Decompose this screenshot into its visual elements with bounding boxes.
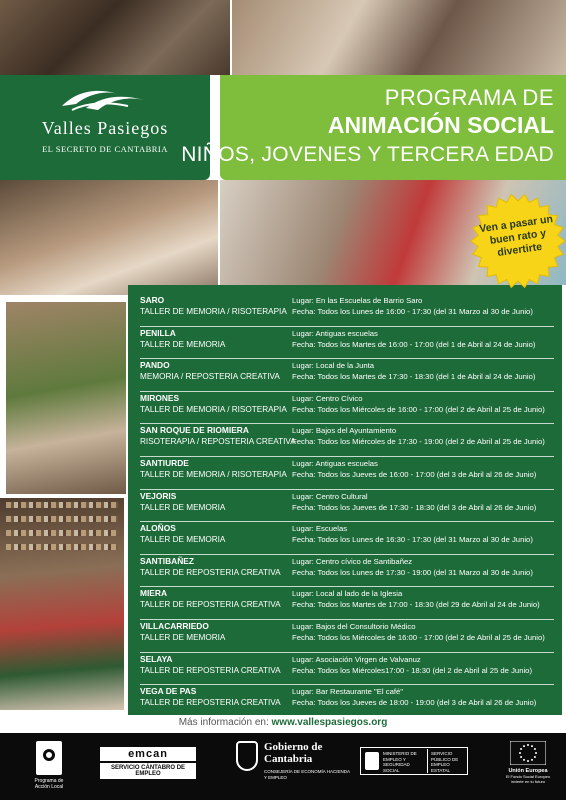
- row-lugar: Lugar: Antiguas escuelas: [292, 459, 378, 468]
- row-fecha: Fecha: Todos los Jueves de 17:30 - 18:30 (del 3 de Abril al 26 de Junio): [292, 502, 537, 512]
- row-activity: TALLER DE MEMORIA / RISOTERAPIA: [140, 404, 287, 414]
- row-fecha: Fecha: Todos los Lunes de 17:30 - 19:00 (del 31 Marzo al 30 de Junio): [292, 567, 533, 577]
- schedule-row: [140, 358, 554, 392]
- eu-star-icon: [535, 752, 537, 754]
- row-workshop: [140, 686, 290, 708]
- row-details: [292, 491, 556, 513]
- row-lugar: Lugar: Centro Cultural: [292, 491, 368, 501]
- coat-of-arms-icon: [236, 741, 258, 771]
- row-place: VEJORIS: [140, 490, 177, 501]
- photo-woman-crafting: [4, 300, 128, 496]
- row-fecha: Fecha: Todos los Martes de 16:00 - 17:00 (del 1 de Abril al 24 de Junio): [292, 339, 536, 349]
- row-details: [292, 588, 556, 610]
- row-lugar: Lugar: Centro Cívico: [292, 393, 363, 403]
- row-place: PANDO: [140, 360, 170, 371]
- photo-workshop-top-left: [0, 0, 230, 75]
- row-place: VILLACARRIEDO: [140, 621, 209, 631]
- emcan-logo: emcan SERVICIO CÁNTABRO DE EMPLEO: [100, 747, 196, 779]
- row-workshop: [140, 621, 290, 643]
- brand-tagline: EL SECRETO DE CANTABRIA: [42, 144, 168, 154]
- row-details: [292, 621, 556, 643]
- row-fecha: Fecha: Todos los Miércoles de 16:00 - 17:00 (del 2 de Abril al 25 de Junio): [292, 633, 545, 642]
- row-fecha: Fecha: Todos los Jueves de 18:00 - 19:00 (del 3 de Abril al 26 de Junio): [292, 698, 537, 708]
- schedule-row: [140, 652, 554, 686]
- row-fecha: Fecha: Todos los Lunes de 16:30 - 17:30 (del 31 Marzo al 30 de Junio): [292, 535, 533, 545]
- row-lugar: Lugar: Centro cívico de Santibañez: [292, 556, 413, 566]
- row-activity: TALLER DE REPOSTERIA CREATIVA: [140, 665, 281, 675]
- row-lugar: Lugar: Local al lado de la Iglesia: [292, 589, 403, 599]
- row-activity: TALLER DE MEMORIA: [140, 535, 226, 545]
- row-activity: TALLER DE MEMORIA: [140, 502, 226, 512]
- eu-star-icon: [527, 744, 529, 746]
- more-info: [0, 717, 566, 728]
- union-europea-logo: Unión Europea El Fondo Social Europeo invierte en tu futuro: [500, 741, 556, 784]
- title-line-2: ANIMACIÓN SOCIAL: [327, 112, 554, 138]
- row-lugar: Lugar: Antiguas escuelas: [292, 328, 378, 338]
- eu-star-icon: [523, 745, 525, 747]
- row-workshop: [140, 360, 290, 382]
- local-action-icon: [36, 741, 62, 775]
- row-activity: TALLER DE MEMORIA / RISOTERAPIA: [140, 307, 287, 316]
- row-fecha: Fecha: Todos los Miércoles17:00 - 18:30 (del 2 de Abril al 25 de Junio): [292, 665, 533, 675]
- row-activity: TALLER DE REPOSTERIA CREATIVA: [140, 600, 281, 610]
- eu-star-icon: [531, 759, 533, 761]
- eu-star-icon: [531, 745, 533, 747]
- row-activity: TALLER DE REPOSTERIA CREATIVA: [140, 567, 281, 577]
- schedule-row: [140, 423, 554, 457]
- row-place: MIERA: [140, 588, 167, 599]
- row-place: SELAYA: [140, 653, 173, 664]
- ministerio-logo: MINISTERIO DE EMPLEO Y SEGURIDAD SOCIAL SERVICIO PÚBLICO DE EMPLEO ESTATAL: [360, 747, 468, 775]
- row-workshop: [140, 458, 290, 480]
- row-workshop: [140, 654, 290, 676]
- schedule-row: [140, 521, 554, 555]
- row-activity: RISOTERAPIA / REPOSTERIA CREATIVA: [140, 437, 296, 447]
- row-place: MIRONES: [140, 392, 180, 403]
- eu-star-icon: [520, 756, 522, 758]
- row-activity: MEMORIA / REPOSTERIA CREATIVA: [140, 372, 280, 382]
- row-workshop: [140, 588, 290, 610]
- row-details: [292, 556, 556, 578]
- row-workshop: [140, 491, 290, 513]
- brand-name: Valles Pasiegos: [41, 118, 169, 138]
- row-details: [292, 654, 556, 676]
- row-workshop: [140, 295, 290, 317]
- valles-pasiegos-logo-icon: [58, 84, 148, 114]
- row-details: [292, 360, 556, 382]
- eu-flag-icon: [510, 741, 546, 765]
- row-details: [292, 523, 556, 545]
- row-place: SANTIURDE: [140, 458, 189, 468]
- row-place: SAN ROQUE DE RIOMIERA: [140, 425, 249, 436]
- row-lugar: Lugar: Escuelas: [292, 524, 348, 534]
- row-lugar: Lugar: Bar Restaurante "El café": [292, 687, 404, 697]
- photo-workshop-top-right: [232, 0, 566, 75]
- row-place: SARO: [140, 295, 165, 305]
- row-workshop: [140, 393, 290, 415]
- eu-star-icon: [534, 748, 536, 750]
- row-details: [292, 458, 556, 480]
- row-lugar: Lugar: Bajos del Consultorio Médico: [292, 622, 416, 631]
- row-workshop: [140, 425, 296, 447]
- local-action-logo: Programa de Acción Local: [30, 741, 68, 790]
- schedule-panel: [128, 285, 562, 715]
- row-details: [292, 328, 556, 350]
- schedule-row: [140, 619, 554, 653]
- badge-text: Ven a pasar un buen rato y divertirte: [478, 213, 554, 259]
- sponsors-footer: Programa de Acción Local emcan SERVICIO CÁNTABRO DE EMPLEO Gobierno de Cantabria CONSEJERÍA DE ECONOMÍA HACIENDA Y EMPLEO MINISTERIO DE EMPLEO Y SEGURIDAD SOCIAL SERVICIO PÚBLICO DE EMPLEO ESTATAL Unión Europea El Fondo Social Europeo invierte en tu futuro: [0, 733, 566, 800]
- title-line-1: PROGRAMA DE: [384, 85, 554, 110]
- spain-emblem-icon: [365, 752, 379, 770]
- row-fecha: Fecha: Todos los Lunes de 16:00 - 17:30 (del 31 Marzo al 30 de Junio): [292, 307, 533, 316]
- eu-star-icon: [523, 759, 525, 761]
- row-details: [292, 425, 556, 447]
- photo-crafts-left: [0, 180, 218, 295]
- schedule-row: [140, 326, 554, 360]
- schedule-row: [140, 554, 554, 588]
- row-lugar: Lugar: Bajos del Ayuntamiento: [292, 426, 397, 436]
- row-lugar: Lugar: Asociación Virgen de Valvanuz: [292, 654, 421, 664]
- row-place: SANTIBAÑEZ: [140, 555, 194, 566]
- row-activity: TALLER DE REPOSTERIA CREATIVA: [140, 698, 281, 708]
- row-details: [292, 295, 556, 317]
- eu-star-icon: [534, 756, 536, 758]
- row-details: [292, 686, 556, 708]
- row-workshop: [140, 556, 290, 578]
- schedule-row: [140, 391, 554, 425]
- schedule-row: [140, 684, 554, 718]
- row-workshop: [140, 523, 290, 545]
- row-fecha: Fecha: Todos los Jueves de 16:00 - 17:00 (del 3 de Abril al 26 de Junio): [292, 470, 537, 479]
- eu-star-icon: [519, 752, 521, 754]
- row-fecha: Fecha: Todos los Miércoles de 17:30 - 19:00 (del 2 de Abril al 25 de Junio): [292, 437, 545, 447]
- row-details: [292, 393, 556, 415]
- info-url-link[interactable]: www.vallespasiegos.org: [271, 717, 388, 728]
- row-workshop: [140, 328, 290, 350]
- row-fecha: Fecha: Todos los Martes de 17:30 - 18:30 (del 1 de Abril al 24 de Junio): [292, 372, 536, 382]
- row-fecha: Fecha: Todos los Martes de 17:00 - 18:30 (del 29 de Abril al 24 de Junio): [292, 600, 540, 610]
- row-place: PENILLA: [140, 327, 176, 338]
- row-lugar: Lugar: En las Escuelas de Barrio Saro: [292, 296, 423, 305]
- info-label: Más información en:: [178, 717, 269, 728]
- row-lugar: Lugar: Local de la Junta: [292, 361, 375, 371]
- schedule-row: [140, 456, 554, 490]
- row-place: ALOÑOS: [140, 523, 176, 534]
- row-fecha: Fecha: Todos los Miércoles de 16:00 - 17:00 (del 2 de Abril al 25 de Junio): [292, 404, 545, 414]
- schedule-row: [140, 293, 554, 327]
- row-activity: TALLER DE MEMORIA: [140, 339, 226, 349]
- row-activity: TALLER DE MEMORIA: [140, 633, 226, 642]
- schedule-row: [140, 586, 554, 620]
- title-line-3: NIÑOS, JOVENES Y TERCERA EDAD: [181, 143, 554, 166]
- photo-library-group: [0, 498, 124, 710]
- eu-star-icon: [527, 760, 529, 762]
- row-place: VEGA DE PAS: [140, 686, 197, 697]
- row-activity: TALLER DE MEMORIA / RISOTERAPIA: [140, 470, 287, 479]
- eu-star-icon: [520, 748, 522, 750]
- schedule-row: [140, 489, 554, 523]
